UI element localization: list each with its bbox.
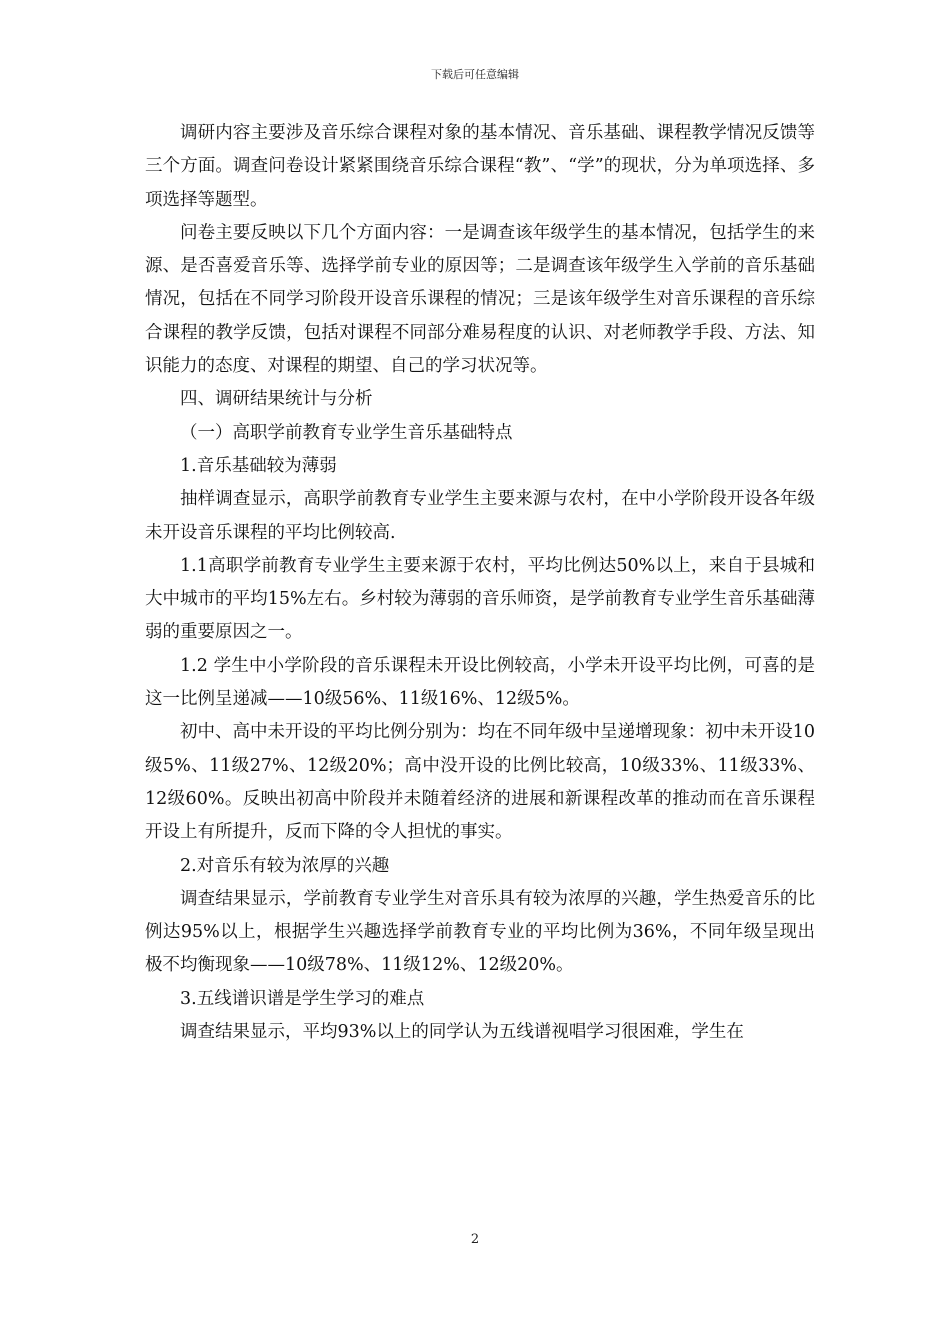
paragraph-primary-school-courses: 1.2 学生中小学阶段的音乐课程未开设比例较高，小学未开设平均比例，可喜的是这一比例呈递减——10级56%、11级16%、12级5%。 bbox=[145, 655, 815, 710]
paragraph-research-content: 调研内容主要涉及音乐综合课程对象的基本情况、音乐基础、课程教学情况反馈等三个方面。调查问卷设计紧紧围绕音乐综合课程“教”、“学”的现状，分为单项选择、多项选择等题型。 bbox=[145, 123, 815, 210]
page-header: 下载后可任意编辑 bbox=[431, 68, 519, 81]
page-number: 2 bbox=[470, 1232, 480, 1247]
section-heading-results: 四、调研结果统计与分析 bbox=[180, 389, 373, 410]
paragraph-questionnaire-content: 问卷主要反映以下几个方面内容：一是调查该年级学生的基本情况，包括学生的来源、是否喜爱音乐等、选择学前专业的原因等；二是调查该年级学生入学前的音乐基础情况，包括在不同学习阶段开设音乐课程的情况；三是该年级学生对音乐课程的音乐综合课程的教学反馈，包括对课程不同部分难易程度的认识、对老师教学手段、方法、知识能力的态度、对课程的期望、自己的学习状况等。 bbox=[145, 222, 815, 377]
paragraph-rural-origin: 1.1高职学前教育专业学生主要来源于农村，平均比例达50%以上，来自于县城和大中城市的平均15%左右。乡村较为薄弱的音乐师资，是学前教育专业学生音乐基础薄弱的重要原因之一。 bbox=[145, 555, 815, 643]
paragraph-secondary-school-courses: 初中、高中未开设的平均比例分别为：均在不同年级中呈递增现象：初中未开设10级5%、11级27%、12级20%；高中没开设的比例比较高，10级33%、11级33%、12级60%。反映出初高中阶段并未随着经济的进展和新课程改革的推动而在音乐课程开设上有所提升，反而下降的令人担忧的事实。 bbox=[145, 722, 815, 843]
paragraph-notation-results: 调查结果显示，平均93%以上的同学认为五线谱视唱学习很困难，学生在 bbox=[180, 1022, 744, 1043]
point-heading-music-interest: 2.对音乐有较为浓厚的兴趣 bbox=[180, 855, 390, 876]
point-heading-staff-notation: 3.五线谱识谱是学生学习的难点 bbox=[180, 988, 425, 1009]
point-heading-weak-foundation: 1.音乐基础较为薄弱 bbox=[180, 455, 337, 476]
paragraph-interest-results: 调查结果显示，学前教育专业学生对音乐具有较为浓厚的兴趣，学生热爱音乐的比例达95%以上，根据学生兴趣选择学前教育专业的平均比例为36%，不同年级呈现出极不均衡现象——10级78%、11级12%、12级20%。 bbox=[145, 888, 815, 976]
subsection-heading-music-basics: （一）高职学前教育专业学生音乐基础特点 bbox=[180, 422, 513, 443]
document-body bbox=[145, 117, 815, 1049]
paragraph-sampling-survey: 抽样调查显示，高职学前教育专业学生主要来源与农村，在中小学阶段开设各年级未开设音乐课程的平均比例较高. bbox=[145, 489, 815, 543]
